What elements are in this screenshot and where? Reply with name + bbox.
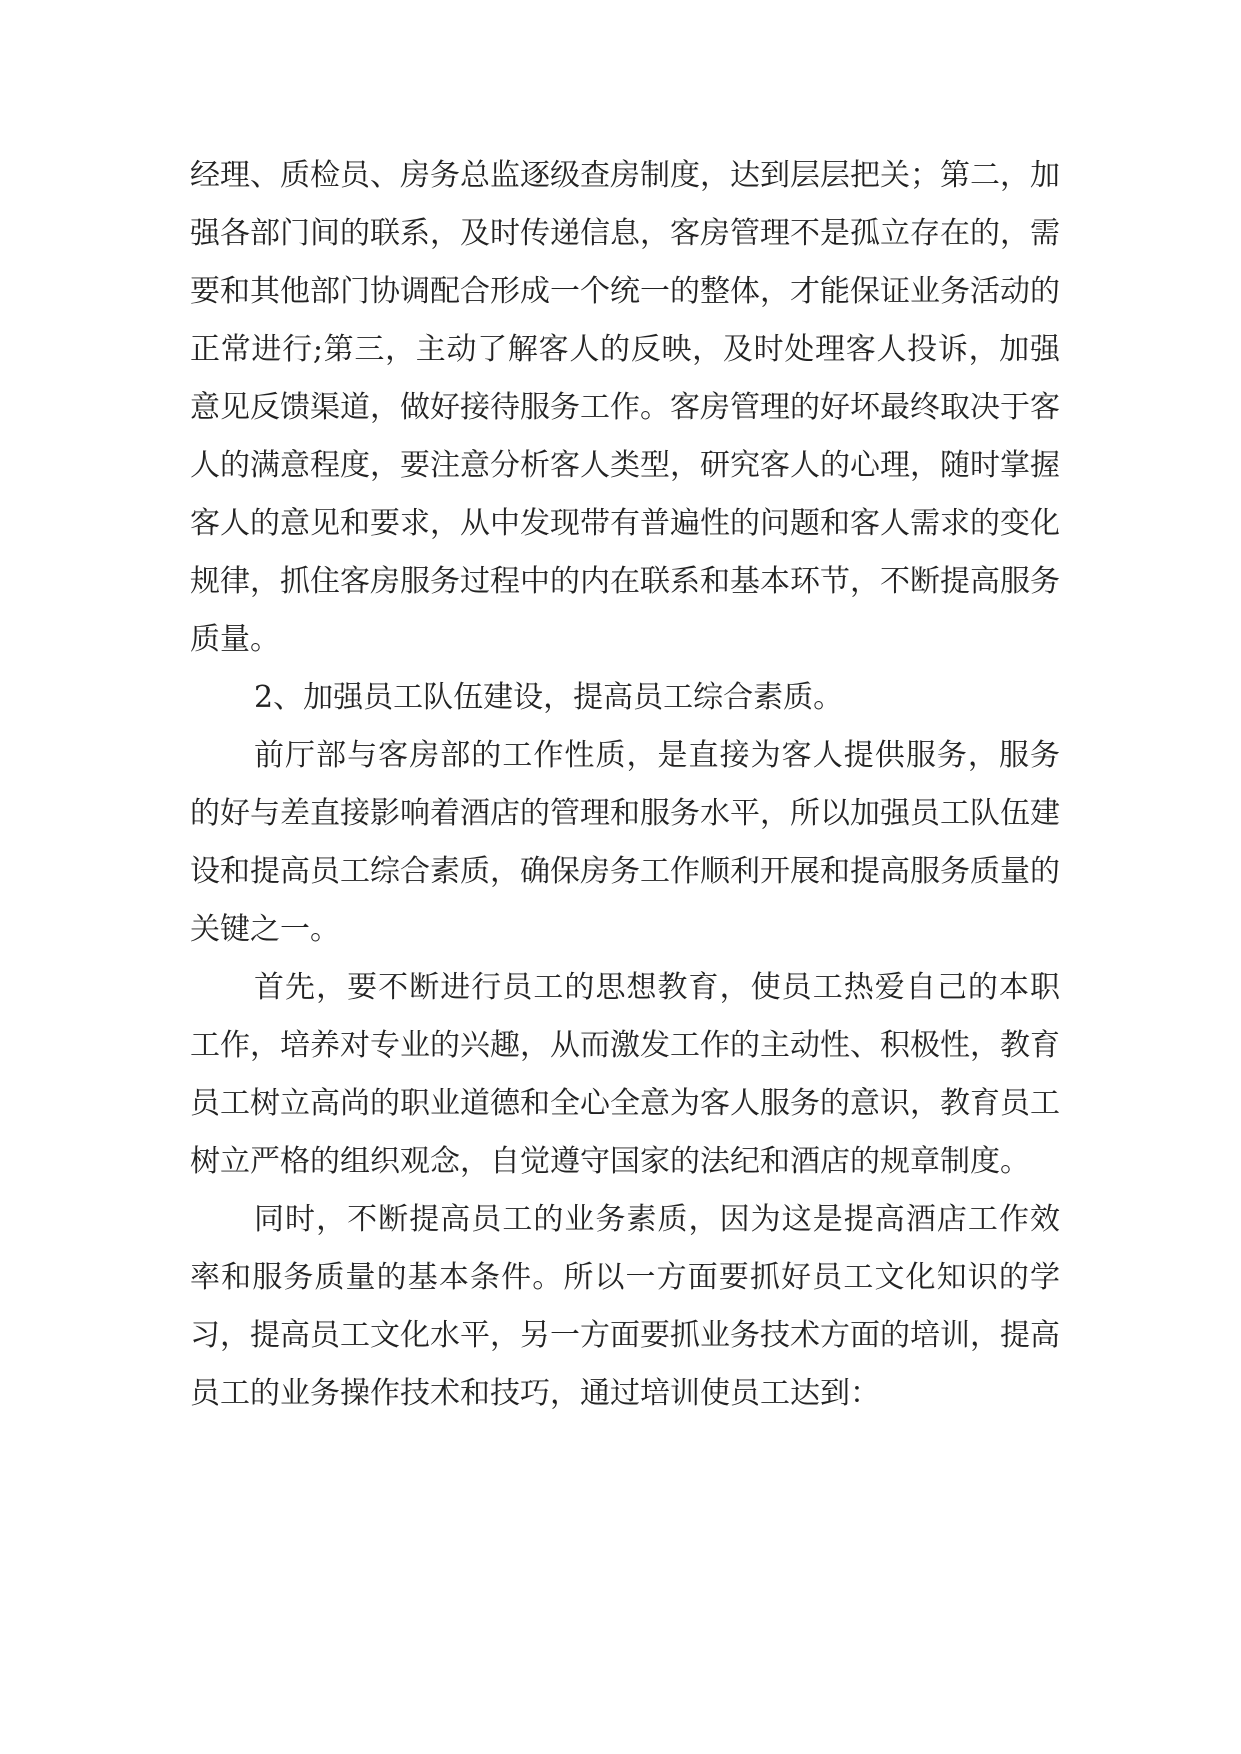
paragraph-business-quality: 同时，不断提高员工的业务素质，因为这是提高酒店工作效率和服务质量的基本条件。所以一方面要抓好员工文化知识的学习，提高员工文化水平，另一方面要抓业务技术方面的培训，提高员工的业务操作技术和技巧，通过培训使员工达到： xyxy=(190,1202,1060,1411)
paragraph-room-inspection: 经理、质检员、房务总监逐级查房制度，达到层层把关；第二，加强各部门间的联系，及时传递信息，客房管理不是孤立存在的，需要和其他部门协调配合形成一个统一的整体，才能保证业务活动的正常进行;第三，主动了解客人的反映，及时处理客人投诉，加强意见反馈渠道，做好接待服务工作。客房管理的好坏最终取决于客人的满意程度，要注意分析客人类型，研究客人的心理，随时掌握客人的意见和要求，从中发现带有普遍性的问题和客人需求的变化规律，抓住客房服务过程中的内在联系和基本环节，不断提高服务质量。 xyxy=(190,158,1060,657)
section-heading-staff-building: 2、加强员工队伍建设，提高员工综合素质。 xyxy=(254,680,844,715)
document-body xyxy=(190,147,1060,1423)
paragraph-work-nature: 前厅部与客房部的工作性质，是直接为客人提供服务，服务的好与差直接影响着酒店的管理和服务水平，所以加强员工队伍建设和提高员工综合素质，确保房务工作顺利开展和提高服务质量的关键之一。 xyxy=(190,738,1060,947)
paragraph-ideological-education: 首先，要不断进行员工的思想教育，使员工热爱自己的本职工作，培养对专业的兴趣，从而激发工作的主动性、积极性，教育员工树立高尚的职业道德和全心全意为客人服务的意识，教育员工树立严格的组织观念，自觉遵守国家的法纪和酒店的规章制度。 xyxy=(190,970,1060,1179)
